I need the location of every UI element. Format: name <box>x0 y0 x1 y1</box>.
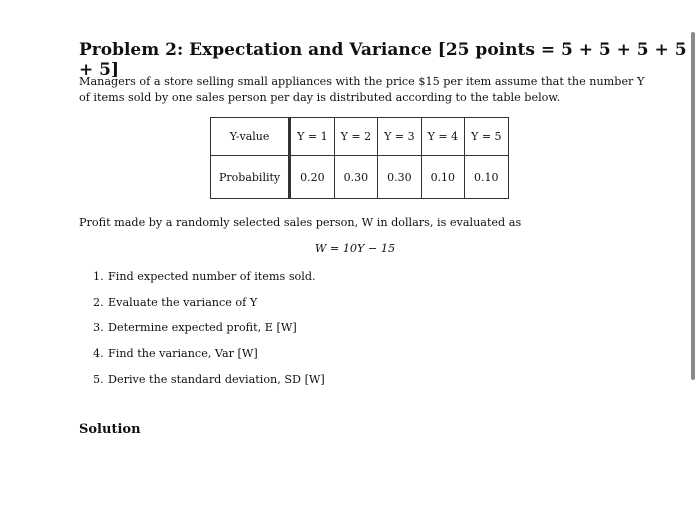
task-text: Determine expected profit, E [W] <box>108 321 297 335</box>
vertical-scrollbar[interactable] <box>691 32 695 380</box>
solution-heading: Solution <box>79 422 141 437</box>
y-value-cell: Y = 3 <box>378 118 421 156</box>
profit-description: Profit made by a randomly selected sales person, W in dollars, is evaluated as <box>79 216 522 229</box>
probability-cell: 0.10 <box>465 156 508 199</box>
probability-cell: 0.30 <box>378 156 421 199</box>
probability-cell: 0.30 <box>334 156 377 199</box>
y-value-cell: Y = 4 <box>421 118 464 156</box>
profit-formula <box>0 242 700 255</box>
task-number: 2. <box>93 295 104 309</box>
y-value-row <box>211 118 509 156</box>
y-value-cell: Y = 5 <box>465 118 508 156</box>
probability-row <box>211 156 509 199</box>
probability-header: Probability <box>211 156 290 199</box>
problem-intro: Managers of a store selling small appliances with the price $15 per item assume that the number Y of items sold by one sales person per day is distributed according to the table below. <box>79 75 645 104</box>
task-number: 1. <box>93 270 104 283</box>
task-text: Derive the standard deviation, SD [W] <box>108 372 325 386</box>
task-number: 4. <box>93 347 104 361</box>
task-item <box>79 264 325 290</box>
task-number: 5. <box>93 372 104 386</box>
task-text: Find the variance, Var [W] <box>108 347 258 361</box>
y-value-header: Y-value <box>211 118 290 156</box>
task-number: 3. <box>93 321 104 335</box>
task-text: Evaluate the variance of Y <box>108 295 258 309</box>
task-text: Find expected number of items sold. <box>108 270 316 283</box>
task-item <box>79 367 325 393</box>
task-item <box>79 341 325 367</box>
probability-cell: 0.10 <box>421 156 464 199</box>
task-list <box>79 264 325 392</box>
y-value-cell: Y = 2 <box>334 118 377 156</box>
probability-cell: 0.20 <box>290 156 334 199</box>
formula-text: W = 10Y − 15 <box>314 242 396 255</box>
y-value-cell: Y = 1 <box>290 118 334 156</box>
problem-heading: Problem 2: Expectation and Variance [25 points = 5 + 5 + 5 + 5 + 5] <box>79 40 687 80</box>
task-item <box>79 315 325 341</box>
task-item <box>79 290 325 316</box>
distribution-table <box>210 117 509 199</box>
